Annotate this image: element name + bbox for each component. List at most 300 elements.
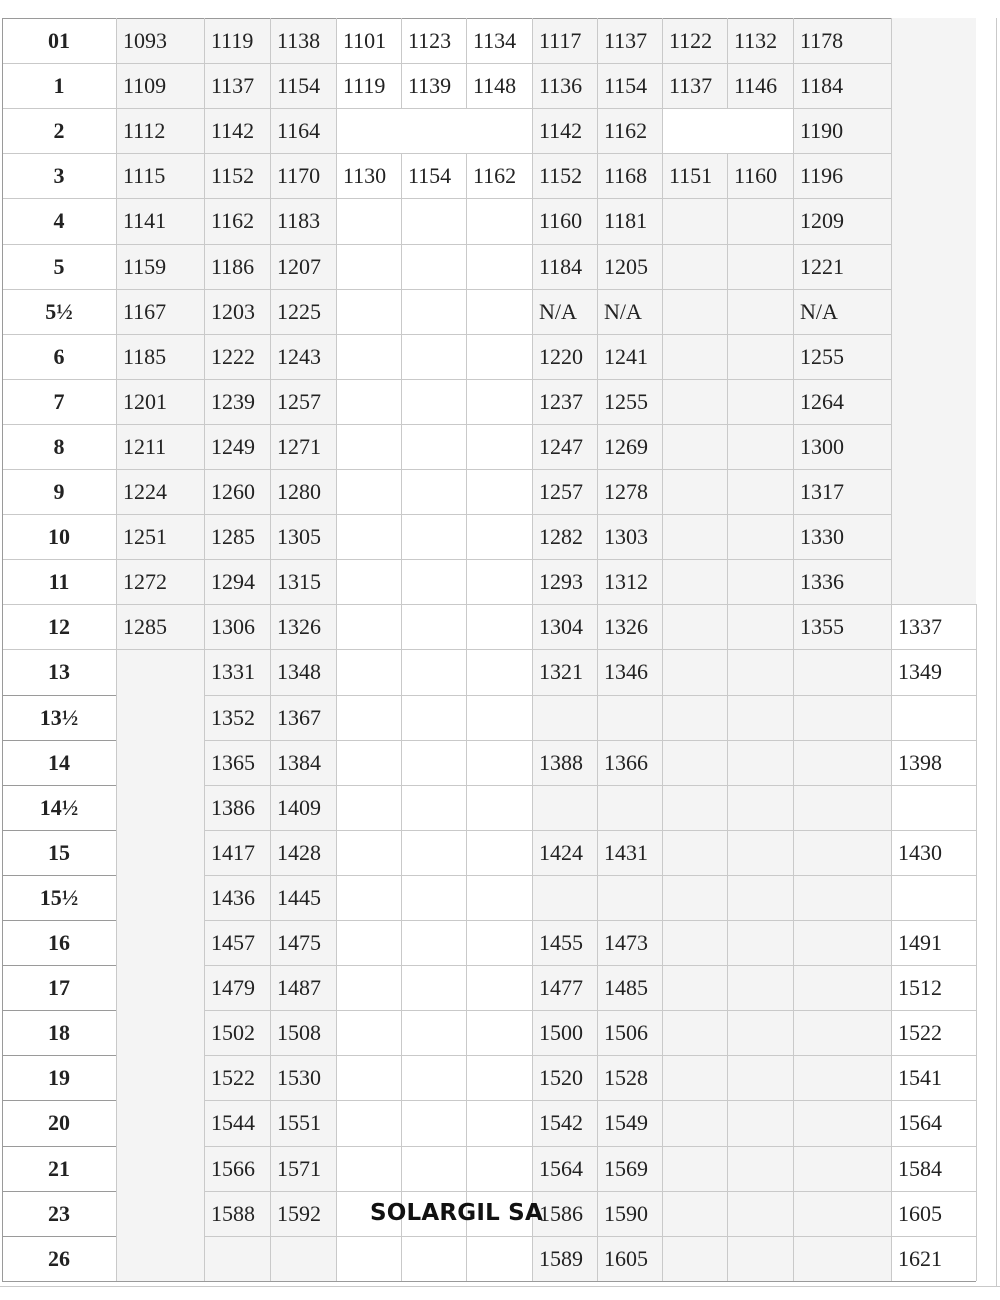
table-cell — [662, 875, 727, 920]
row-rule — [204, 740, 976, 741]
table-cell — [662, 198, 727, 244]
row-label: 16 — [2, 920, 116, 965]
table-cell: 1522 — [891, 1010, 976, 1055]
blank-area — [891, 198, 976, 244]
row-rule — [204, 1146, 976, 1147]
table-cell: 1571 — [270, 1146, 336, 1191]
table-cell — [401, 1146, 466, 1191]
table-cell — [336, 604, 401, 649]
table-cell: 1221 — [793, 244, 891, 289]
table-cell: 1186 — [204, 244, 270, 289]
row-label: 2 — [2, 108, 116, 153]
table-cell — [597, 875, 662, 920]
table-cell — [336, 424, 401, 469]
table-cell — [662, 965, 727, 1010]
table-cell: 1184 — [532, 244, 597, 289]
table-cell: 1093 — [116, 18, 204, 63]
table-cell: 1506 — [597, 1010, 662, 1055]
blank-span — [663, 109, 793, 153]
row-rule — [2, 1146, 116, 1147]
table-cell: 1551 — [270, 1100, 336, 1146]
table-cell — [336, 830, 401, 875]
table-cell: 1160 — [532, 198, 597, 244]
table-cell — [336, 1146, 401, 1191]
table-cell — [204, 1236, 270, 1281]
table-cell — [662, 1010, 727, 1055]
col-rule — [336, 18, 337, 1281]
table-cell: 1502 — [204, 1010, 270, 1055]
row-rule — [204, 965, 976, 966]
table-cell — [793, 1236, 891, 1281]
table-cell — [466, 1146, 532, 1191]
table-cell — [793, 1055, 891, 1100]
table-cell: 1336 — [793, 559, 891, 604]
table-cell — [336, 559, 401, 604]
row-rule — [2, 198, 891, 199]
table-cell: 1170 — [270, 153, 336, 198]
row-rule — [2, 740, 116, 741]
table-cell: 1430 — [891, 830, 976, 875]
table-cell: 1209 — [793, 198, 891, 244]
col-rule — [466, 18, 467, 1281]
table-cell: 1137 — [662, 63, 727, 108]
table-cell — [401, 785, 466, 830]
row-rule — [2, 379, 891, 380]
row-rule — [204, 1010, 976, 1011]
table-cell: 1317 — [793, 469, 891, 514]
row-rule — [2, 604, 976, 605]
table-cell: 1137 — [204, 63, 270, 108]
table-cell — [662, 695, 727, 740]
row-rule — [204, 875, 976, 876]
row-label: 4 — [2, 198, 116, 244]
table-cell — [466, 785, 532, 830]
col-rule — [270, 18, 271, 1281]
table-cell — [793, 1191, 891, 1236]
table-cell — [727, 649, 793, 695]
table-cell: 1264 — [793, 379, 891, 424]
frame-bottom — [0, 1286, 1000, 1287]
table-cell: 1366 — [597, 740, 662, 785]
table-cell — [532, 785, 597, 830]
table-cell: 1409 — [270, 785, 336, 830]
table-cell: 1109 — [116, 63, 204, 108]
table-cell: 1119 — [336, 63, 401, 108]
row-label: 23 — [2, 1191, 116, 1236]
table-cell — [336, 198, 401, 244]
row-rule — [2, 1191, 116, 1192]
table-cell: 1203 — [204, 289, 270, 334]
table-cell — [401, 649, 466, 695]
table-cell: 1130 — [336, 153, 401, 198]
blank-area — [891, 559, 976, 604]
table-cell: 1455 — [532, 920, 597, 965]
col-rule — [891, 18, 892, 1281]
table-cell — [401, 559, 466, 604]
table-cell: 1588 — [204, 1191, 270, 1236]
row-rule — [2, 920, 116, 921]
row-rule — [2, 875, 116, 876]
table-cell: 1201 — [116, 379, 204, 424]
row-label: 5½ — [2, 289, 116, 334]
table-cell: 1365 — [204, 740, 270, 785]
table-cell: 1222 — [204, 334, 270, 379]
table-cell — [727, 244, 793, 289]
table-cell — [336, 1236, 401, 1281]
table-cell — [336, 920, 401, 965]
table-cell: N/A — [793, 289, 891, 334]
table-cell — [793, 965, 891, 1010]
table-cell: 1184 — [793, 63, 891, 108]
table-cell: 1367 — [270, 695, 336, 740]
row-label: 13½ — [2, 695, 116, 740]
table-cell: 1457 — [204, 920, 270, 965]
row-rule — [2, 830, 116, 831]
table-cell: 1590 — [597, 1191, 662, 1236]
col-rule — [401, 18, 402, 1281]
table-cell — [662, 514, 727, 559]
table-cell: 1431 — [597, 830, 662, 875]
blank-span — [337, 109, 532, 153]
row-rule — [2, 334, 891, 335]
table-cell: N/A — [597, 289, 662, 334]
table-cell: 1326 — [270, 604, 336, 649]
table-cell — [336, 875, 401, 920]
table-cell — [466, 198, 532, 244]
table-cell — [727, 1146, 793, 1191]
table-cell — [727, 514, 793, 559]
table-cell — [793, 830, 891, 875]
table-cell: 1584 — [891, 1146, 976, 1191]
row-label: 21 — [2, 1146, 116, 1191]
table-cell: 1247 — [532, 424, 597, 469]
table-cell — [662, 559, 727, 604]
table-cell: 1251 — [116, 514, 204, 559]
table-cell: 1142 — [532, 108, 597, 153]
table-cell: 1249 — [204, 424, 270, 469]
table-cell — [597, 695, 662, 740]
table-cell: 1239 — [204, 379, 270, 424]
table-cell: 1605 — [891, 1191, 976, 1236]
row-label: 1 — [2, 63, 116, 108]
col-rule — [532, 18, 533, 1281]
table-cell: 1196 — [793, 153, 891, 198]
frame-right — [996, 18, 997, 1286]
table-cell: 1528 — [597, 1055, 662, 1100]
table-cell — [662, 604, 727, 649]
table-cell — [466, 920, 532, 965]
table-cell: 1117 — [532, 18, 597, 63]
table-cell: 1162 — [204, 198, 270, 244]
table-cell — [401, 379, 466, 424]
table-cell: 1119 — [204, 18, 270, 63]
table-cell — [662, 244, 727, 289]
table-cell: 1352 — [204, 695, 270, 740]
row-label: 9 — [2, 469, 116, 514]
table-cell: 1282 — [532, 514, 597, 559]
table-cell: 1605 — [597, 1236, 662, 1281]
table-cell — [891, 875, 976, 920]
table-cell: 1592 — [270, 1191, 336, 1236]
row-label: 11 — [2, 559, 116, 604]
table-cell — [401, 695, 466, 740]
table-cell: 1148 — [466, 63, 532, 108]
table-cell — [662, 1236, 727, 1281]
table-cell — [336, 469, 401, 514]
table-cell: 1138 — [270, 18, 336, 63]
table-cell: 1167 — [116, 289, 204, 334]
table-cell — [401, 469, 466, 514]
blank-area — [891, 63, 976, 108]
table-cell: 1269 — [597, 424, 662, 469]
table-cell: 1566 — [204, 1146, 270, 1191]
table-cell — [401, 875, 466, 920]
table-cell: 1541 — [891, 1055, 976, 1100]
table-cell — [401, 289, 466, 334]
table-cell: 1137 — [597, 18, 662, 63]
table-cell — [336, 740, 401, 785]
table-cell: 1522 — [204, 1055, 270, 1100]
table-cell — [466, 514, 532, 559]
table-cell: 1500 — [532, 1010, 597, 1055]
table-cell — [891, 785, 976, 830]
table-cell — [727, 965, 793, 1010]
row-label: 19 — [2, 1055, 116, 1100]
table-cell: 1564 — [532, 1146, 597, 1191]
row-label: 14 — [2, 740, 116, 785]
table-cell: 1207 — [270, 244, 336, 289]
row-rule — [2, 1281, 976, 1282]
table-cell: 1293 — [532, 559, 597, 604]
row-label: 10 — [2, 514, 116, 559]
table-cell — [401, 740, 466, 785]
row-label: 7 — [2, 379, 116, 424]
table-cell: 1260 — [204, 469, 270, 514]
table-cell — [662, 424, 727, 469]
table-cell — [727, 740, 793, 785]
blank-area — [891, 153, 976, 198]
table-cell — [793, 1100, 891, 1146]
table-cell — [662, 649, 727, 695]
table-cell — [793, 695, 891, 740]
row-label: 15½ — [2, 875, 116, 920]
table-cell: 1349 — [891, 649, 976, 695]
row-rule — [2, 559, 891, 560]
table-cell: 1280 — [270, 469, 336, 514]
table-cell: 1237 — [532, 379, 597, 424]
table-cell: 1272 — [116, 559, 204, 604]
table-cell: 1115 — [116, 153, 204, 198]
table-cell: 1168 — [597, 153, 662, 198]
table-cell: 1151 — [662, 153, 727, 198]
row-rule — [2, 63, 891, 64]
table-cell: 1589 — [532, 1236, 597, 1281]
table-cell: 1417 — [204, 830, 270, 875]
table-cell — [662, 469, 727, 514]
table-cell — [336, 1010, 401, 1055]
blank-area — [891, 424, 976, 469]
table-cell — [793, 875, 891, 920]
table-cell — [793, 740, 891, 785]
table-cell — [597, 785, 662, 830]
row-rule — [204, 920, 976, 921]
table-cell: 1326 — [597, 604, 662, 649]
table-cell — [727, 1100, 793, 1146]
table-cell — [793, 920, 891, 965]
table-cell — [336, 244, 401, 289]
table-cell: 1388 — [532, 740, 597, 785]
table-cell: 1225 — [270, 289, 336, 334]
row-rule — [2, 469, 891, 470]
table-cell — [662, 289, 727, 334]
table-cell — [532, 695, 597, 740]
table-cell: 1477 — [532, 965, 597, 1010]
row-label: 14½ — [2, 785, 116, 830]
table-cell — [466, 740, 532, 785]
table-cell — [793, 1010, 891, 1055]
table-cell — [336, 965, 401, 1010]
row-rule — [204, 1055, 976, 1056]
table-cell — [727, 198, 793, 244]
table-cell — [662, 785, 727, 830]
table-cell: 1346 — [597, 649, 662, 695]
table-cell — [662, 1055, 727, 1100]
table-cell — [401, 1236, 466, 1281]
table-cell — [793, 785, 891, 830]
table-cell: 1520 — [532, 1055, 597, 1100]
table-cell: 1306 — [204, 604, 270, 649]
blank-area — [891, 244, 976, 289]
table-cell: 1542 — [532, 1100, 597, 1146]
watermark-solargil: SOLARGIL SA — [370, 1200, 543, 1226]
table-cell: 1183 — [270, 198, 336, 244]
table-cell: 1141 — [116, 198, 204, 244]
row-rule — [204, 785, 976, 786]
table-cell — [727, 1055, 793, 1100]
table-cell — [727, 785, 793, 830]
table-cell — [727, 1191, 793, 1236]
table-cell — [336, 1055, 401, 1100]
table-cell: 1586 — [532, 1191, 597, 1236]
table-cell: 1300 — [793, 424, 891, 469]
table-cell — [662, 1100, 727, 1146]
table-cell: 1569 — [597, 1146, 662, 1191]
table-cell — [401, 920, 466, 965]
table-cell — [727, 559, 793, 604]
row-label: 13 — [2, 649, 116, 695]
table-cell: 1485 — [597, 965, 662, 1010]
col-rule — [727, 18, 728, 1281]
table-cell: 1243 — [270, 334, 336, 379]
table-cell: 1285 — [204, 514, 270, 559]
table-cell — [727, 334, 793, 379]
table-cell: 1315 — [270, 559, 336, 604]
table-cell — [532, 875, 597, 920]
table-cell — [401, 830, 466, 875]
table-cell: 1154 — [270, 63, 336, 108]
table-cell — [727, 604, 793, 649]
row-rule — [2, 153, 891, 154]
table-cell — [466, 604, 532, 649]
row-rule — [204, 1191, 976, 1192]
table-cell: 1355 — [793, 604, 891, 649]
table-cell: 1178 — [793, 18, 891, 63]
table-cell — [466, 1010, 532, 1055]
col-rule — [204, 18, 205, 1281]
table-cell — [336, 785, 401, 830]
table-cell: 1185 — [116, 334, 204, 379]
row-label: 8 — [2, 424, 116, 469]
table-cell: 1224 — [116, 469, 204, 514]
table-cell: 1285 — [116, 604, 204, 649]
row-label: 20 — [2, 1100, 116, 1146]
table-cell: 1101 — [336, 18, 401, 63]
table-cell — [466, 1100, 532, 1146]
row-label: 5 — [2, 244, 116, 289]
row-rule — [2, 785, 116, 786]
row-rule — [2, 695, 116, 696]
table-cell: 1294 — [204, 559, 270, 604]
table-cell: 1271 — [270, 424, 336, 469]
table-cell: 1112 — [116, 108, 204, 153]
table-cell — [466, 695, 532, 740]
table-cell — [727, 875, 793, 920]
table-cell: 1337 — [891, 604, 976, 649]
table-cell — [662, 334, 727, 379]
table-cell: 1190 — [793, 108, 891, 153]
table-cell: 1473 — [597, 920, 662, 965]
table-cell: 1305 — [270, 514, 336, 559]
table-cell — [336, 695, 401, 740]
table-cell: 1136 — [532, 63, 597, 108]
table-cell: 1154 — [401, 153, 466, 198]
table-cell — [466, 830, 532, 875]
table-cell: 1621 — [891, 1236, 976, 1281]
row-label: 26 — [2, 1236, 116, 1281]
table-cell — [466, 875, 532, 920]
table-cell — [466, 244, 532, 289]
table-cell — [466, 1236, 532, 1281]
col-rule — [662, 18, 663, 1281]
table-cell: 1160 — [727, 153, 793, 198]
row-rule — [2, 1055, 116, 1056]
table-cell — [336, 334, 401, 379]
table-cell: 1278 — [597, 469, 662, 514]
table-cell — [727, 830, 793, 875]
table-cell — [466, 379, 532, 424]
table-cell: 1146 — [727, 63, 793, 108]
table-cell — [727, 469, 793, 514]
table-cell: 1428 — [270, 830, 336, 875]
row-rule — [2, 289, 891, 290]
table-cell: 1255 — [597, 379, 662, 424]
table-cell — [727, 379, 793, 424]
table-cell: 1487 — [270, 965, 336, 1010]
row-rule — [204, 1100, 976, 1101]
merged-empty-block — [116, 649, 204, 1281]
table-cell — [793, 1146, 891, 1191]
table-cell: 1123 — [401, 18, 466, 63]
table-cell: 1321 — [532, 649, 597, 695]
col-rule — [597, 18, 598, 1281]
table-cell — [336, 514, 401, 559]
table-cell: 1512 — [891, 965, 976, 1010]
row-rule — [204, 1236, 976, 1237]
blank-area — [891, 469, 976, 514]
row-rule — [2, 965, 116, 966]
blank-area — [891, 379, 976, 424]
row-label: 6 — [2, 334, 116, 379]
